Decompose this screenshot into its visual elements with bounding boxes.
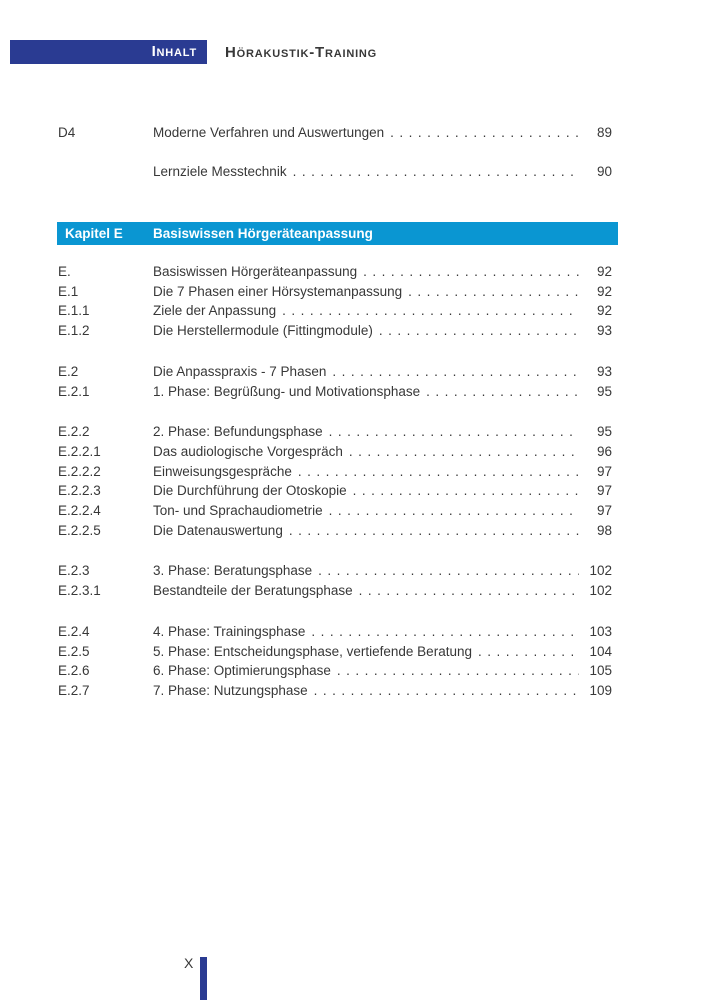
toc-row (58, 521, 612, 541)
toc-entry-number: E.2.2.1 (58, 443, 101, 459)
toc-entry-number: D4 (58, 125, 76, 140)
toc-entry-page: 93 (596, 323, 612, 339)
toc-row (58, 661, 612, 681)
toc-row (58, 581, 612, 601)
toc-entry-number: E.2.5 (58, 643, 90, 659)
toc-entry-number: E.2 (58, 363, 79, 379)
toc-dot-leader (329, 422, 579, 442)
toc-row (58, 382, 612, 402)
toc-entry-title: Die 7 Phasen einer Hörsystemanpassung (153, 283, 403, 299)
toc-group (58, 123, 612, 143)
toc-entry-title: Lernziele Messtechnik (153, 164, 287, 180)
toc-dot-leader (408, 282, 579, 302)
toc-entry-title: Die Anpasspraxis - 7 Phasen (153, 363, 327, 379)
toc-group (58, 262, 612, 341)
toc-row (58, 442, 612, 462)
chapter-banner-label: Kapitel E (65, 226, 123, 241)
toc-entry-number: E.2.2.4 (58, 503, 101, 519)
toc-dot-leader (390, 123, 579, 143)
toc-dot-leader (298, 462, 579, 482)
toc-group (58, 622, 612, 701)
toc-entry-title: Moderne Verfahren und Auswertungen (153, 125, 385, 140)
toc-entry-title: Die Datenauswertung (153, 522, 283, 538)
toc-dot-leader (289, 521, 579, 541)
toc-group (58, 362, 612, 401)
page-number: X (184, 955, 194, 971)
document-title: Hörakustik-Training (225, 43, 378, 61)
toc-row (58, 362, 612, 382)
toc-entry-page: 92 (596, 283, 612, 299)
chapter-banner-title: Basiswissen Hörgeräteanpassung (153, 226, 373, 241)
toc-entry-page: 90 (596, 164, 612, 180)
toc-entry-number: E.1.2 (58, 323, 90, 339)
toc-entry-number: E.2.1 (58, 383, 90, 399)
toc-dot-leader (363, 262, 579, 282)
toc-row (58, 462, 612, 482)
toc-entry-title: 2. Phase: Befundungsphase (153, 424, 323, 440)
toc-entry-title: Einweisungsgespräche (153, 463, 292, 479)
toc-entry-number: E.2.2.3 (58, 483, 101, 499)
toc-entry-page: 96 (596, 443, 612, 459)
toc-entry-page: 92 (596, 303, 612, 319)
toc-entry-page: 103 (589, 623, 612, 639)
toc-entry-number: E.2.2.2 (58, 463, 101, 479)
toc-dot-leader (337, 661, 579, 681)
toc-row (58, 321, 612, 341)
toc-entry-page: 89 (596, 125, 612, 140)
toc-entry-number: E.2.2.5 (58, 522, 101, 538)
toc-entry-title: 1. Phase: Begrüßung- und Motivationsphase (153, 383, 421, 399)
toc-group (58, 422, 612, 540)
toc-entry-page: 97 (596, 483, 612, 499)
toc-entry-number: E. (58, 264, 71, 279)
toc-entry-title: Ziele der Anpassung (153, 303, 277, 319)
toc-entry-title: 3. Phase: Beratungsphase (153, 563, 313, 579)
toc-row (58, 681, 612, 701)
toc-row (58, 642, 612, 662)
toc-entry-page: 98 (596, 522, 612, 538)
toc-top (58, 123, 612, 201)
toc-group (58, 561, 612, 600)
toc-entry-page: 93 (596, 363, 612, 379)
toc-entry-number: E.1.1 (58, 303, 90, 319)
toc-dot-leader (426, 382, 579, 402)
toc-entry-number: E.2.3.1 (58, 583, 101, 599)
toc-dot-leader (311, 622, 579, 642)
toc-dot-leader (379, 321, 579, 341)
toc-row (58, 282, 612, 302)
toc-entry-title: Ton- und Sprachaudiometrie (153, 503, 323, 519)
toc-entry-number: E.2.2 (58, 424, 90, 440)
toc-row (58, 622, 612, 642)
toc-entry-page: 97 (596, 463, 612, 479)
header-section-bar (10, 40, 207, 64)
toc-dot-leader (329, 501, 579, 521)
toc-row (58, 501, 612, 521)
toc-entry-page: 92 (596, 264, 612, 279)
toc-entry-title: 4. Phase: Trainingsphase (153, 623, 306, 639)
toc-entry-title: Das audiologische Vorgespräch (153, 443, 343, 459)
footer-accent-mark (200, 957, 207, 1000)
toc-dot-leader (282, 301, 579, 321)
toc-entry-number: E.1 (58, 283, 79, 299)
toc-entry-page: 102 (589, 563, 612, 579)
toc-entry-page: 95 (596, 383, 612, 399)
toc-entry-title: Die Herstellermodule (Fittingmodule) (153, 323, 373, 339)
chapter-banner (57, 222, 618, 245)
inhalt-label: Inhalt (151, 43, 197, 60)
toc-row (58, 481, 612, 501)
toc-entry-page: 102 (589, 583, 612, 599)
toc-entry-title: Bestandteile der Beratungsphase (153, 583, 353, 599)
toc-entry-page: 104 (589, 643, 612, 659)
toc-row (58, 301, 612, 321)
toc-entry-page: 109 (589, 682, 612, 698)
toc-body (58, 262, 612, 701)
toc-row (58, 262, 612, 282)
toc-dot-leader (332, 362, 579, 382)
toc-entry-number: E.2.6 (58, 663, 90, 679)
toc-dot-leader (349, 442, 579, 462)
toc-entry-number: E.2.7 (58, 682, 90, 698)
toc-dot-leader (318, 561, 579, 581)
toc-row (58, 123, 612, 143)
toc-entry-title: 5. Phase: Entscheidungsphase, vertiefende Beratung (153, 643, 472, 659)
toc-entry-page: 95 (596, 424, 612, 440)
toc-entry-title: Die Durchführung der Otoskopie (153, 483, 347, 499)
toc-row (58, 561, 612, 581)
toc-entry-title: Basiswissen Hörgeräteanpassung (153, 264, 358, 279)
toc-entry-number: E.2.4 (58, 623, 90, 639)
toc-dot-leader (478, 642, 579, 662)
toc-dot-leader (353, 481, 579, 501)
toc-dot-leader (293, 162, 579, 182)
toc-entry-page: 97 (596, 503, 612, 519)
toc-entry-title: 7. Phase: Nutzungsphase (153, 682, 308, 698)
toc-group (58, 162, 612, 182)
toc-row (58, 162, 612, 182)
toc-entry-title: 6. Phase: Optimierungsphase (153, 663, 331, 679)
toc-row (58, 422, 612, 442)
toc-entry-number: E.2.3 (58, 563, 90, 579)
toc-dot-leader (314, 681, 579, 701)
toc-entry-page: 105 (589, 663, 612, 679)
toc-dot-leader (359, 581, 579, 601)
